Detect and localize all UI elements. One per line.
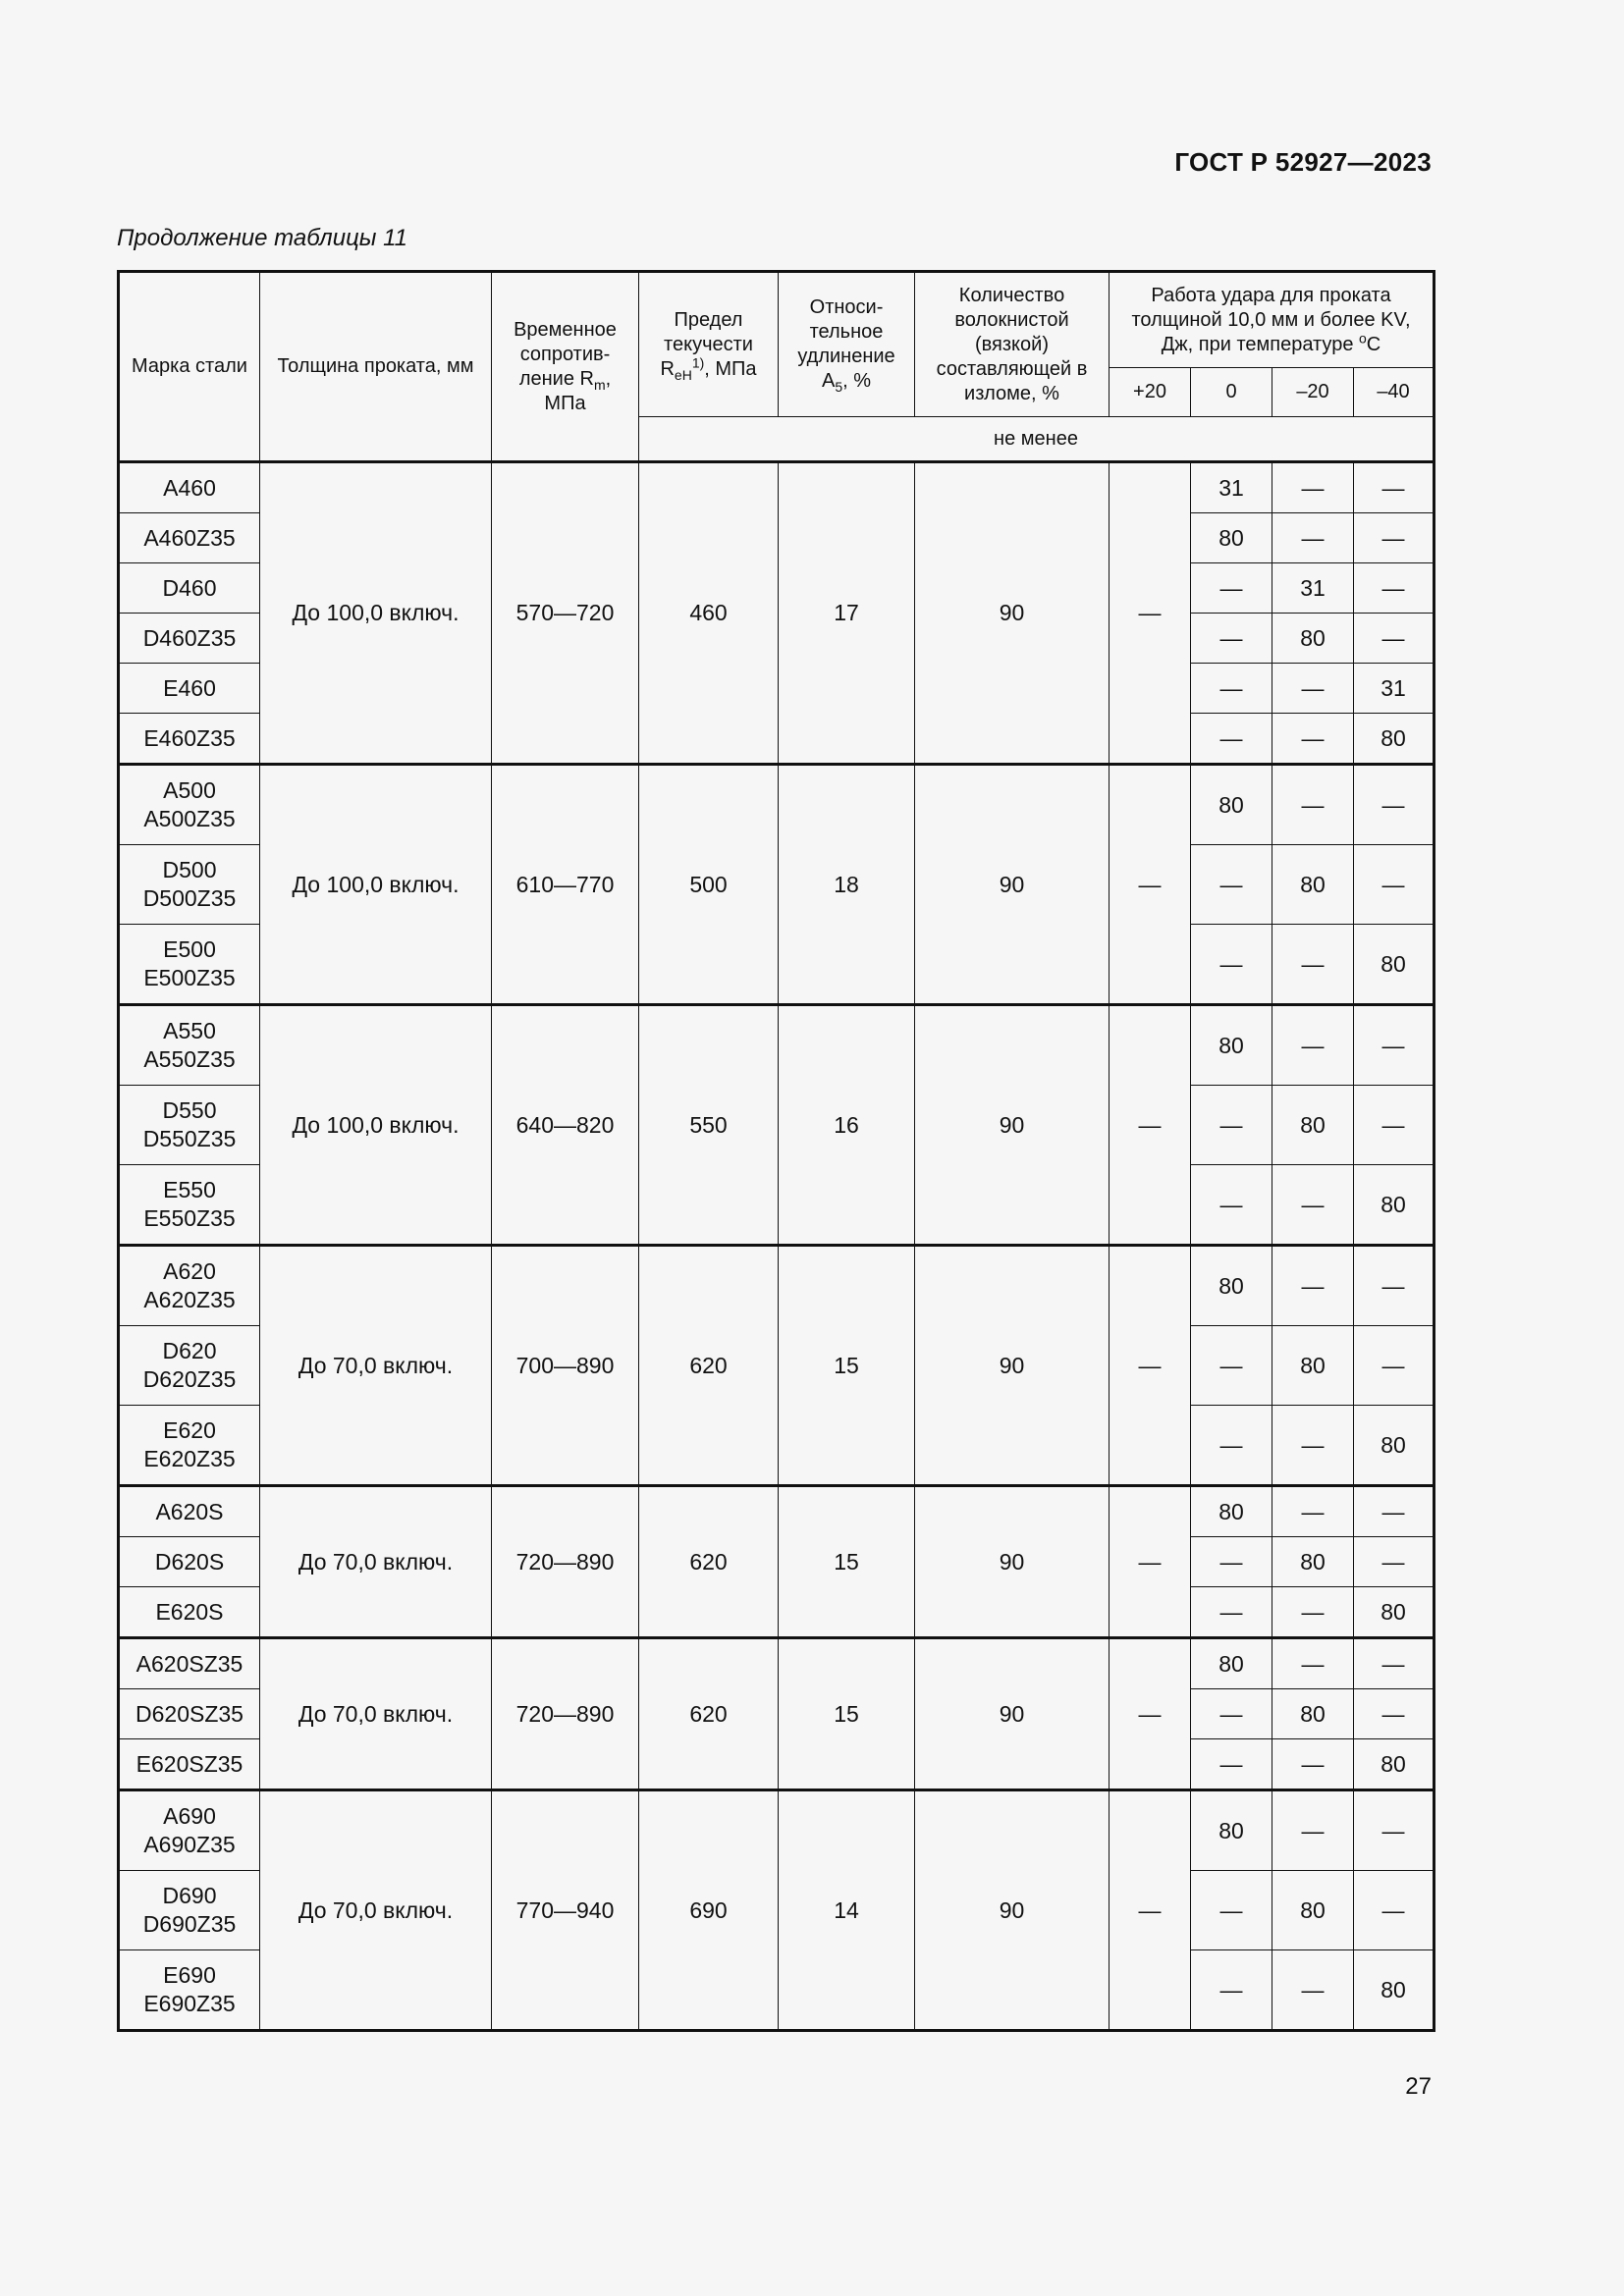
grade-cell xyxy=(119,1739,260,1790)
grade-cell xyxy=(119,765,260,845)
grade-name-z35: D550Z35 xyxy=(142,1126,237,1151)
table-row xyxy=(119,1246,1435,1326)
header-min-note: не менее xyxy=(639,417,1435,462)
impact-minus40-cell: — xyxy=(1354,845,1435,925)
grade-name: E550 xyxy=(163,1177,216,1202)
table-header xyxy=(119,272,1435,462)
grade-name: A500 xyxy=(163,777,216,803)
impact-minus20-cell: 80 xyxy=(1272,1689,1354,1739)
tensile-cell: 570—720 xyxy=(492,462,639,765)
grade-cell xyxy=(119,1871,260,1950)
yield-cell: 620 xyxy=(639,1246,779,1486)
grade-name: A620SZ35 xyxy=(135,1650,244,1677)
impact-minus20-cell: — xyxy=(1272,925,1354,1005)
grade-cell xyxy=(119,563,260,614)
table-caption: Продолжение таблицы 11 xyxy=(117,225,408,251)
impact-0-cell: — xyxy=(1191,845,1272,925)
elongation-cell: 18 xyxy=(779,765,915,1005)
header-temp-plus20: +20 xyxy=(1110,368,1191,417)
impact-plus20-cell: — xyxy=(1110,1638,1191,1790)
grade-name-z35: E550Z35 xyxy=(143,1205,236,1231)
impact-plus20-cell: — xyxy=(1110,1790,1191,2031)
grade-cell xyxy=(119,714,260,765)
fibrous-cell: 90 xyxy=(915,765,1110,1005)
impact-minus20-cell: — xyxy=(1272,1406,1354,1486)
grade-cell xyxy=(119,1326,260,1406)
grade-cell xyxy=(119,1950,260,2031)
impact-minus40-cell: 80 xyxy=(1354,1950,1435,2031)
grade-name: A460 xyxy=(163,474,216,501)
impact-minus40-cell: 80 xyxy=(1354,1406,1435,1486)
grade-name: A550 xyxy=(163,1018,216,1043)
impact-minus40-cell: — xyxy=(1354,1790,1435,1871)
yield-cell: 500 xyxy=(639,765,779,1005)
grade-cell xyxy=(119,1689,260,1739)
impact-minus40-cell: — xyxy=(1354,1086,1435,1165)
grade-cell xyxy=(119,845,260,925)
grade-name: A620 xyxy=(163,1258,216,1284)
grade-name-z35: E620Z35 xyxy=(143,1446,236,1471)
impact-minus40-cell: 80 xyxy=(1354,925,1435,1005)
impact-0-cell: 80 xyxy=(1191,1005,1272,1086)
impact-0-cell: — xyxy=(1191,664,1272,714)
elongation-cell: 15 xyxy=(779,1638,915,1790)
header-thickness: Толщина проката, мм xyxy=(260,272,492,462)
grade-name: E620S xyxy=(155,1598,224,1625)
tensile-cell: 610—770 xyxy=(492,765,639,1005)
grade-cell xyxy=(119,1406,260,1486)
fibrous-cell: 90 xyxy=(915,1005,1110,1246)
impact-0-cell: — xyxy=(1191,1587,1272,1638)
yield-cell: 550 xyxy=(639,1005,779,1246)
impact-minus20-cell: — xyxy=(1272,1587,1354,1638)
impact-minus20-cell: 31 xyxy=(1272,563,1354,614)
grade-cell xyxy=(119,1086,260,1165)
impact-minus20-cell: 80 xyxy=(1272,1086,1354,1165)
impact-minus40-cell: — xyxy=(1354,614,1435,664)
tensile-cell: 640—820 xyxy=(492,1005,639,1246)
impact-0-cell: — xyxy=(1191,1406,1272,1486)
impact-plus20-cell: — xyxy=(1110,765,1191,1005)
grade-cell xyxy=(119,1165,260,1246)
grade-name: E620SZ35 xyxy=(135,1750,244,1777)
impact-0-cell: — xyxy=(1191,1950,1272,2031)
impact-minus40-cell: — xyxy=(1354,1246,1435,1326)
impact-0-cell: 80 xyxy=(1191,1486,1272,1537)
grade-cell xyxy=(119,1246,260,1326)
impact-minus20-cell: — xyxy=(1272,714,1354,765)
yield-cell: 690 xyxy=(639,1790,779,2031)
impact-0-cell: — xyxy=(1191,614,1272,664)
grade-name-z35: E500Z35 xyxy=(143,965,236,990)
grade-name: E620 xyxy=(163,1417,216,1443)
impact-0-cell: 80 xyxy=(1191,765,1272,845)
tensile-cell: 720—890 xyxy=(492,1638,639,1790)
grade-name: D460Z35 xyxy=(142,624,237,651)
fibrous-cell: 90 xyxy=(915,1790,1110,2031)
grade-name-z35: D500Z35 xyxy=(142,885,237,911)
impact-minus20-cell: — xyxy=(1272,462,1354,513)
elongation-cell: 16 xyxy=(779,1005,915,1246)
fibrous-cell: 90 xyxy=(915,1486,1110,1638)
grade-name-z35: D690Z35 xyxy=(142,1911,237,1937)
grade-cell xyxy=(119,1537,260,1587)
tensile-cell: 720—890 xyxy=(492,1486,639,1638)
impact-minus20-cell: — xyxy=(1272,1739,1354,1790)
grade-name-z35: A550Z35 xyxy=(143,1046,236,1072)
table-row xyxy=(119,462,1435,513)
impact-minus20-cell: — xyxy=(1272,1005,1354,1086)
grade-name: D620 xyxy=(162,1338,217,1363)
grade-cell xyxy=(119,462,260,513)
table-row xyxy=(119,1005,1435,1086)
impact-minus20-cell: — xyxy=(1272,765,1354,845)
impact-0-cell: 80 xyxy=(1191,1638,1272,1689)
impact-minus20-cell: 80 xyxy=(1272,1326,1354,1406)
impact-minus40-cell: — xyxy=(1354,513,1435,563)
grade-name: A460Z35 xyxy=(143,524,236,551)
grade-name-z35: E690Z35 xyxy=(143,1991,236,2016)
impact-minus20-cell: — xyxy=(1272,664,1354,714)
grade-cell xyxy=(119,1005,260,1086)
impact-minus40-cell: — xyxy=(1354,462,1435,513)
impact-minus20-cell: 80 xyxy=(1272,845,1354,925)
header-elongation: Относи-тельное удлинение $A_5$, % xyxy=(779,272,915,417)
yield-cell: 620 xyxy=(639,1638,779,1790)
impact-minus40-cell: 80 xyxy=(1354,1739,1435,1790)
grade-name: D500 xyxy=(162,857,217,882)
yield-cell: 460 xyxy=(639,462,779,765)
fibrous-cell: 90 xyxy=(915,1638,1110,1790)
table-row xyxy=(119,1486,1435,1537)
impact-minus20-cell: 80 xyxy=(1272,1871,1354,1950)
document-code: ГОСТ Р 52927—2023 xyxy=(1174,147,1432,177)
impact-0-cell: 80 xyxy=(1191,1246,1272,1326)
elongation-cell: 15 xyxy=(779,1246,915,1486)
grade-name-z35: A690Z35 xyxy=(143,1832,236,1857)
grade-name: E460 xyxy=(163,674,216,701)
impact-plus20-cell: — xyxy=(1110,1486,1191,1638)
thickness-cell: До 70,0 включ. xyxy=(260,1486,492,1638)
thickness-cell: До 70,0 включ. xyxy=(260,1790,492,2031)
steel-properties-table xyxy=(117,270,1435,2032)
grade-name: A620S xyxy=(155,1498,224,1524)
grade-name: D620SZ35 xyxy=(135,1700,244,1727)
thickness-cell: До 100,0 включ. xyxy=(260,462,492,765)
impact-minus40-cell: 80 xyxy=(1354,714,1435,765)
impact-minus40-cell: — xyxy=(1354,1638,1435,1689)
impact-plus20-cell: — xyxy=(1110,462,1191,765)
impact-0-cell: — xyxy=(1191,1689,1272,1739)
impact-0-cell: — xyxy=(1191,1326,1272,1406)
impact-0-cell: — xyxy=(1191,1739,1272,1790)
impact-plus20-cell: — xyxy=(1110,1005,1191,1246)
impact-minus20-cell: — xyxy=(1272,1246,1354,1326)
impact-0-cell: — xyxy=(1191,1871,1272,1950)
header-impact: Работа удара для проката толщиной 10,0 мм и более KV, Дж, при температуре $^o$C xyxy=(1110,272,1435,368)
grade-cell xyxy=(119,925,260,1005)
header-grade: Марка стали xyxy=(119,272,260,462)
impact-minus20-cell: 80 xyxy=(1272,614,1354,664)
header-yield: Предел текучести $R_{eH}^{1)}$, МПа xyxy=(639,272,779,417)
header-temp-0: 0 xyxy=(1191,368,1272,417)
header-temp-minus40: –40 xyxy=(1354,368,1435,417)
impact-minus40-cell: — xyxy=(1354,1326,1435,1406)
tensile-cell: 770—940 xyxy=(492,1790,639,2031)
grade-cell xyxy=(119,513,260,563)
impact-minus40-cell: — xyxy=(1354,1871,1435,1950)
grade-cell xyxy=(119,1486,260,1537)
elongation-cell: 15 xyxy=(779,1486,915,1638)
impact-minus20-cell: — xyxy=(1272,1790,1354,1871)
grade-name-z35: A620Z35 xyxy=(143,1287,236,1312)
table-row xyxy=(119,765,1435,845)
grade-name-z35: D620Z35 xyxy=(142,1366,237,1392)
grade-name: E500 xyxy=(163,936,216,962)
grade-cell xyxy=(119,614,260,664)
thickness-cell: До 70,0 включ. xyxy=(260,1638,492,1790)
impact-minus20-cell: — xyxy=(1272,1486,1354,1537)
thickness-cell: До 70,0 включ. xyxy=(260,1246,492,1486)
impact-minus40-cell: — xyxy=(1354,1537,1435,1587)
impact-0-cell: — xyxy=(1191,1086,1272,1165)
impact-minus20-cell: 80 xyxy=(1272,1537,1354,1587)
impact-0-cell: — xyxy=(1191,563,1272,614)
impact-minus20-cell: — xyxy=(1272,1165,1354,1246)
table-body xyxy=(119,462,1435,2031)
impact-0-cell: — xyxy=(1191,1165,1272,1246)
elongation-cell: 17 xyxy=(779,462,915,765)
impact-minus40-cell: 80 xyxy=(1354,1587,1435,1638)
yield-cell: 620 xyxy=(639,1486,779,1638)
impact-0-cell: 80 xyxy=(1191,1790,1272,1871)
impact-0-cell: 31 xyxy=(1191,462,1272,513)
grade-name-z35: A500Z35 xyxy=(143,806,236,831)
grade-name: D550 xyxy=(162,1097,217,1123)
impact-minus20-cell: — xyxy=(1272,1950,1354,2031)
page-number: 27 xyxy=(1405,2073,1432,2100)
impact-minus40-cell: 80 xyxy=(1354,1165,1435,1246)
table-row xyxy=(119,1638,1435,1689)
grade-cell xyxy=(119,1587,260,1638)
grade-name: D620S xyxy=(154,1548,225,1575)
grade-name: D460 xyxy=(162,574,217,601)
fibrous-cell: 90 xyxy=(915,462,1110,765)
impact-minus40-cell: 31 xyxy=(1354,664,1435,714)
impact-minus20-cell: — xyxy=(1272,513,1354,563)
impact-0-cell: — xyxy=(1191,925,1272,1005)
grade-cell xyxy=(119,1638,260,1689)
impact-plus20-cell: — xyxy=(1110,1246,1191,1486)
grade-name: A690 xyxy=(163,1803,216,1829)
header-temp-minus20: –20 xyxy=(1272,368,1354,417)
header-fibrous: Количество волокнистой (вязкой) составляющей в изломе, % xyxy=(915,272,1110,417)
grade-cell xyxy=(119,664,260,714)
impact-minus40-cell: — xyxy=(1354,1005,1435,1086)
impact-0-cell: — xyxy=(1191,1537,1272,1587)
tensile-cell: 700—890 xyxy=(492,1246,639,1486)
grade-name: E460Z35 xyxy=(143,724,236,751)
impact-minus20-cell: — xyxy=(1272,1638,1354,1689)
impact-minus40-cell: — xyxy=(1354,1689,1435,1739)
impact-minus40-cell: — xyxy=(1354,563,1435,614)
thickness-cell: До 100,0 включ. xyxy=(260,765,492,1005)
table-row xyxy=(119,1790,1435,1871)
impact-minus40-cell: — xyxy=(1354,765,1435,845)
elongation-cell: 14 xyxy=(779,1790,915,2031)
impact-0-cell: 80 xyxy=(1191,513,1272,563)
grade-name: E690 xyxy=(163,1962,216,1988)
header-tensile: Временное сопротив-ление $R_m$, МПа xyxy=(492,272,639,462)
grade-name: D690 xyxy=(162,1883,217,1908)
grade-cell xyxy=(119,1790,260,1871)
impact-0-cell: — xyxy=(1191,714,1272,765)
thickness-cell: До 100,0 включ. xyxy=(260,1005,492,1246)
impact-minus40-cell: — xyxy=(1354,1486,1435,1537)
fibrous-cell: 90 xyxy=(915,1246,1110,1486)
